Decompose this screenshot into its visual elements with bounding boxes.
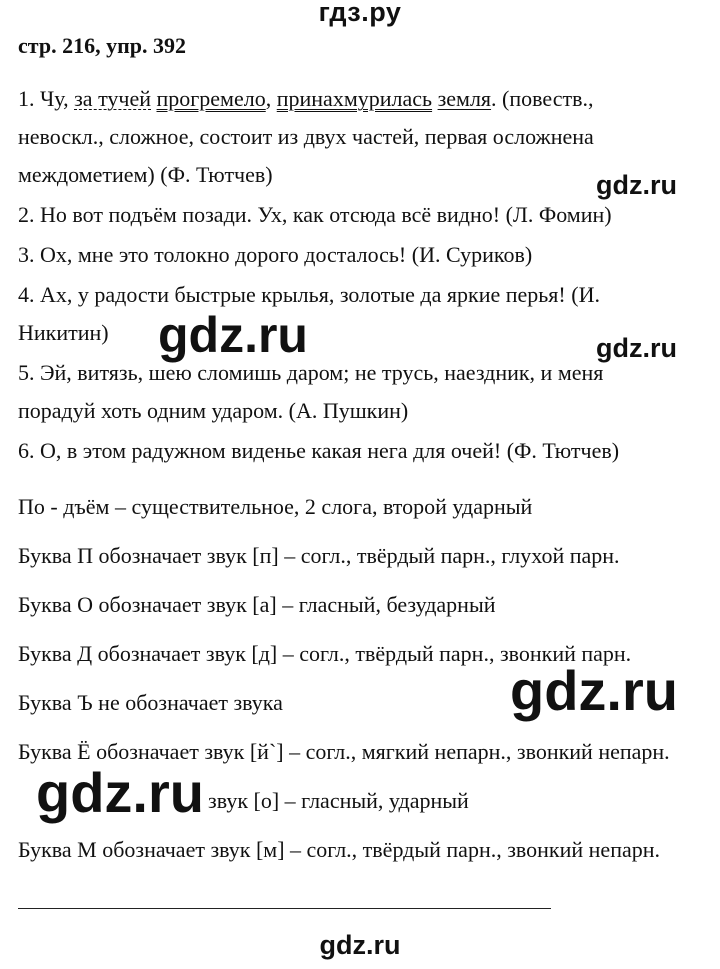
divider	[18, 908, 551, 909]
subject-zemlya: земля	[437, 86, 492, 111]
sentence-1-rest: . (повеств.,	[491, 86, 594, 111]
watermark-5: gdz.ru	[36, 761, 204, 824]
analysis-heading: По - дъём – существительное, 2 слога, второй ударный	[18, 494, 533, 519]
adverbial-za-tuchey: за тучей	[74, 86, 151, 111]
sentence-1-number: 1. Чу,	[18, 86, 75, 111]
page-reference: стр. 216, упр. 392	[18, 33, 186, 58]
site-footer: gdz.ru	[319, 930, 401, 960]
analysis-letter-yo-2: звук [о] – гласный, ударный	[208, 788, 469, 813]
sentence-3: 3. Ох, мне это толокно дорого досталось! (И. Суриков)	[18, 242, 533, 267]
watermark-3: gdz.ru	[596, 333, 677, 363]
analysis-letter-o: Буква О обозначает звук [а] – гласный, безударный	[18, 592, 496, 617]
sentence-4-line-2: Никитин)	[18, 320, 109, 345]
analysis-hard-sign: Буква Ъ не обозначает звука	[18, 690, 283, 715]
analysis-letter-d: Буква Д обозначает звук [д] – согл., твёрдый парн., звонкий парн.	[18, 641, 632, 666]
predicate-progremelo: прогремело	[156, 86, 266, 111]
analysis-letter-yo-1: Буква Ё обозначает звук [й`] – согл., мягкий непарн., звонкий непарн.	[18, 739, 670, 764]
comma-space: ,	[265, 86, 277, 111]
analysis-letter-p: Буква П обозначает звук [п] – согл., твёрдый парн., глухой парн.	[18, 543, 620, 568]
sentence-5-line-1: 5. Эй, витязь, шею сломишь даром; не трусь, наездник, и меня	[18, 360, 604, 385]
analysis-letter-m: Буква М обозначает звук [м] – согл., твёрдый парн., звонкий непарн.	[18, 837, 661, 862]
sentence-1-line-3: междометием) (Ф. Тютчев)	[18, 162, 273, 187]
predicate-prinakhmurilas: принахмурилась	[276, 86, 433, 111]
sentence-4-line-1: 4. Ах, у радости быстрые крылья, золотые да яркие перья! (И.	[18, 282, 600, 307]
sentence-2: 2. Но вот подъём позади. Ух, как отсюда всё видно! (Л. Фомин)	[18, 202, 612, 227]
watermark-1: gdz.ru	[596, 170, 677, 200]
sentence-5-line-2: порадуй хоть одним ударом. (А. Пушкин)	[18, 398, 409, 423]
sentence-1-line-2: невоскл., сложное, состоит из двух частей, первая осложнена	[18, 124, 594, 149]
watermark-4: gdz.ru	[510, 659, 678, 722]
sentence-6: 6. О, в этом радужном виденье какая нега для очей! (Ф. Тютчев)	[18, 438, 620, 463]
sentence-1-line-1	[18, 86, 593, 112]
site-header: гдз.ру	[318, 0, 402, 27]
watermark-2: gdz.ru	[158, 307, 308, 363]
